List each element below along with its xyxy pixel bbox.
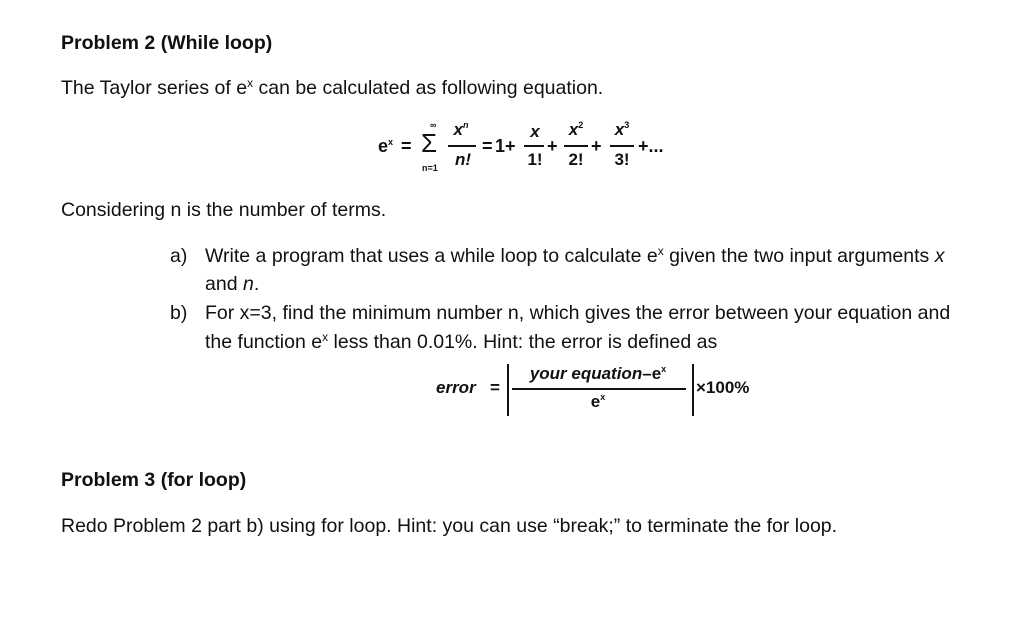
error-equation	[430, 362, 770, 418]
abs-bar-right	[692, 364, 694, 416]
problem2-intro: The Taylor series of $e^x$ can be calculated as following equation.	[61, 76, 604, 99]
equation-tail: +...	[638, 136, 664, 156]
item-a-label: a)	[170, 245, 188, 267]
fraction-2-bar	[564, 145, 588, 147]
sum-upper: ∞	[430, 120, 437, 130]
item-a-line1: Write a program that uses a while loop to calculate $e^x$ given the two input arguments x	[205, 244, 945, 267]
fraction-1-numerator: x	[530, 122, 540, 141]
equation-equals: =	[401, 136, 412, 156]
item-b-label: b)	[170, 302, 188, 324]
item-b-line1: For x=3, find the minimum number n, which gives the error between your equation and	[205, 302, 951, 324]
equation-plus-1: +	[547, 136, 558, 156]
taylor-equation	[370, 118, 690, 178]
error-fraction-bar	[512, 388, 686, 390]
error-numerator: your equation–$e^x$	[529, 364, 667, 383]
error-lhs: error	[436, 378, 476, 397]
term-denominator: n!	[454, 150, 472, 169]
error-denominator: $e^x$	[590, 392, 606, 411]
equation-lhs: $e^x$	[378, 136, 394, 156]
equation-equals-2: =	[482, 136, 493, 156]
sum-lower: n=1	[422, 163, 438, 173]
problem3-heading: Problem 3 (for loop)	[61, 469, 247, 491]
equation-plus-2: +	[591, 136, 602, 156]
sigma-symbol: Σ	[421, 128, 438, 158]
item-b-line2: the function $e^x$ less than 0.01%. Hint: the error is defined as	[205, 330, 718, 353]
fraction-3-bar	[610, 145, 634, 147]
fraction-2-denominator: 2!	[568, 150, 584, 169]
equation-one-plus: 1+	[495, 136, 516, 156]
error-equals: =	[490, 378, 500, 397]
considering-text: Considering n is the number of terms.	[61, 199, 387, 221]
problem2-heading: Problem 2 (While loop)	[61, 32, 273, 54]
term-numerator: $x^n$	[453, 120, 469, 139]
problem3-text: Redo Problem 2 part b) using for loop. Hint: you can use “break;” to terminate the for loop.	[61, 515, 838, 537]
fraction-2-numerator: $x^2$	[568, 120, 584, 139]
error-times-100: ×100%	[696, 378, 750, 397]
abs-bar-left	[507, 364, 509, 416]
item-a-line2: and n.	[205, 273, 260, 295]
fraction-3-numerator: $x^3$	[614, 120, 630, 139]
term-fraction-bar	[448, 145, 476, 147]
fraction-1-bar	[524, 145, 544, 147]
fraction-3-denominator: 3!	[614, 150, 630, 169]
fraction-1-denominator: 1!	[527, 150, 543, 169]
